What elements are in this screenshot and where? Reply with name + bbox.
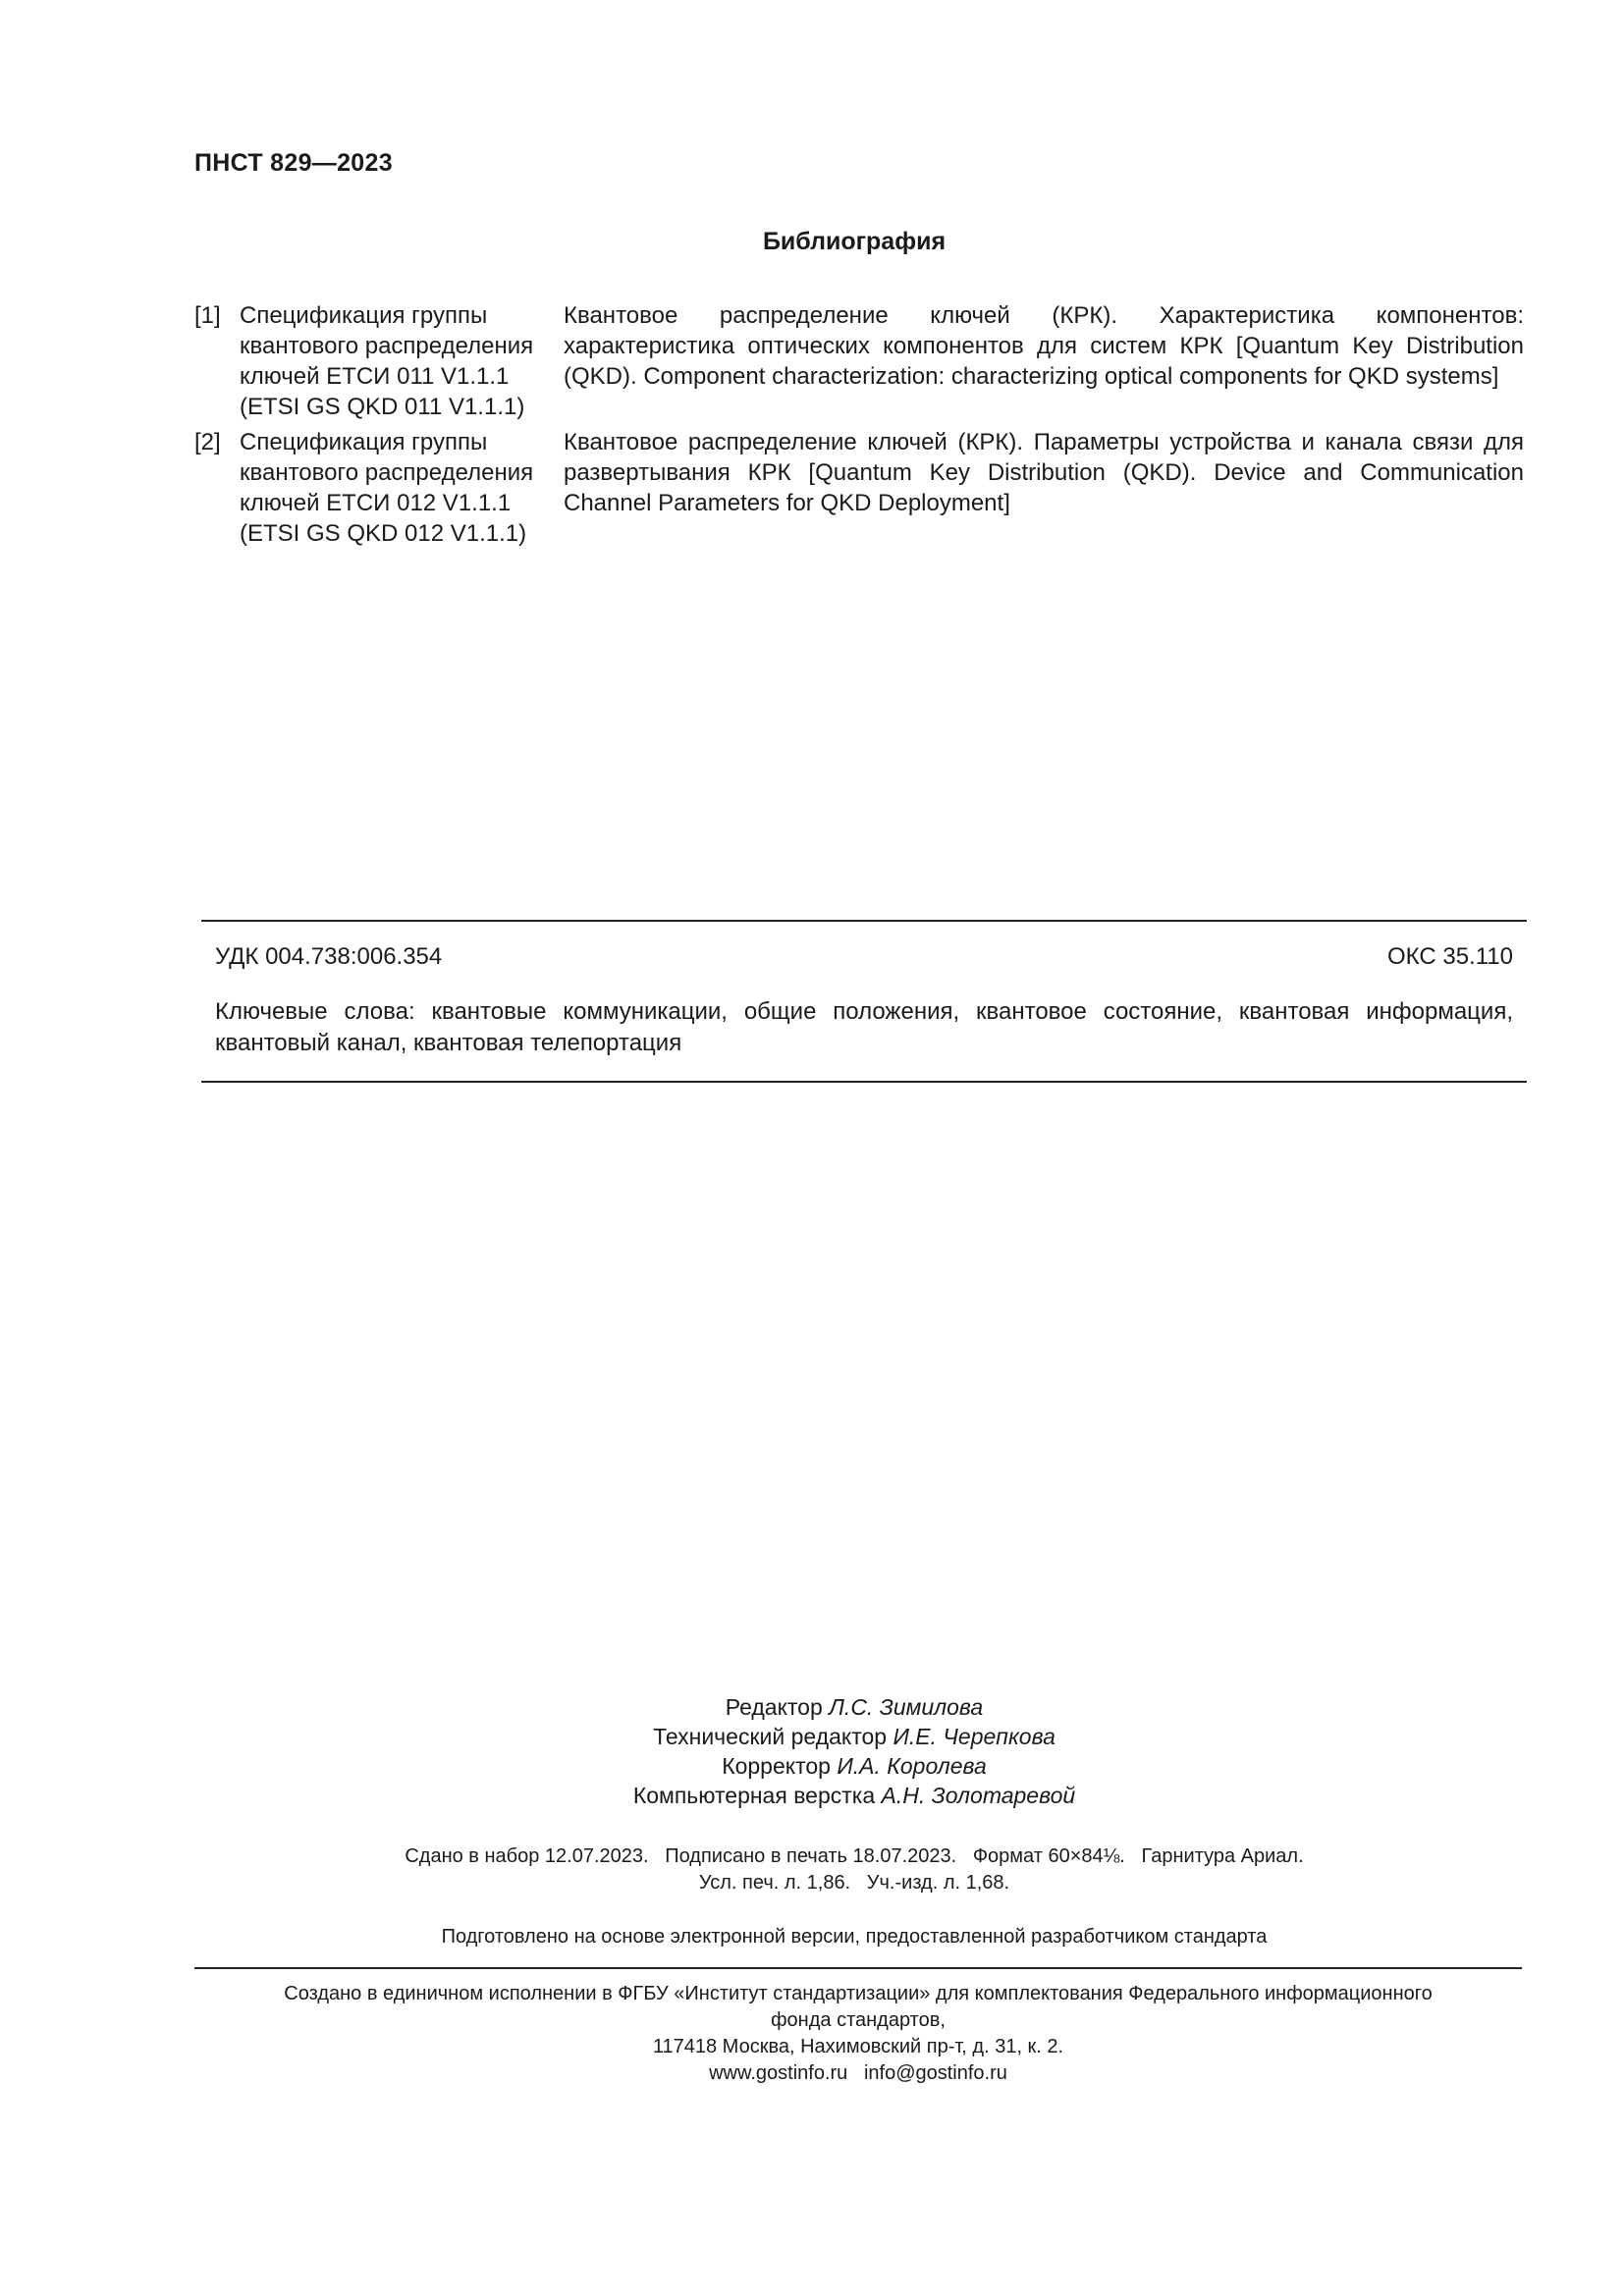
classification-block [201, 920, 1527, 1083]
print-info-line: Сдано в набор 12.07.2023. Подписано в печать 18.07.2023. Формат 60×84⅛. Гарнитура Ариал. [405, 1845, 1304, 1867]
footer-email-link[interactable]: info@gostinfo.ru [863, 2062, 1007, 2084]
oks-code: ОКС 35.110 [1386, 943, 1513, 970]
credit-corrector [0, 1751, 1624, 1781]
tech-editor-name: И.Е. Черепкова [893, 1724, 1056, 1749]
corrector-label: Корректор [722, 1753, 831, 1779]
editor-label: Редактор [725, 1694, 823, 1720]
classification-codes [215, 941, 1513, 973]
entry-number: [2] [194, 429, 221, 455]
footer-line: Создано в единичном исполнении в ФГБУ «Институт стандартизации» для комплектования Федерального информационного [284, 1983, 1433, 2004]
udk-code: УДК 004.738:006.354 [215, 943, 443, 970]
layout-label: Компьютерная верстка [632, 1783, 876, 1808]
publisher-footer [194, 1967, 1522, 2087]
document-code: ПНСТ 829—2023 [194, 149, 393, 177]
keywords: Ключевые слова: квантовые коммуникации, общие положения, квантовое состояние, квантовая информация, квантовый канал, квантовая телепортация [215, 998, 1513, 1056]
entry-description: Квантовое распределение ключей (КРК). Параметры устройства и канала связи для развертывания КРК [Quantum Key Distribution (QKD). Device and Communication Channel Parameters for QKD Deployment] [564, 429, 1524, 516]
bibliography-title: Библиография [762, 228, 947, 255]
credits [0, 1692, 1624, 1810]
layout-name: А.Н. Золотаревой [881, 1783, 1076, 1808]
credit-layout [0, 1781, 1624, 1810]
footer-website-link[interactable]: www.gostinfo.ru [709, 2062, 848, 2084]
entry-source: Спецификация группы квантового распределения ключей ЕТСИ 011 V1.1.1 (ETSI GS QKD 011 V1.1.1) [240, 302, 534, 420]
footer-contacts [194, 2060, 1522, 2087]
prepared-note: Подготовлено на основе электронной версии, предоставленной разработчиком стандарта [441, 1926, 1268, 1948]
credit-editor [0, 1692, 1624, 1722]
editor-name: Л.С. Зимилова [829, 1694, 984, 1720]
entry-description: Квантовое распределение ключей (КРК). Характеристика компонентов: характеристика оптических компонентов для систем КРК [Quantum Key Distribution (QKD). Component characterization: characterizing optical components for QKD systems] [564, 302, 1524, 390]
footer-line: фонда стандартов, [771, 2009, 946, 2031]
corrector-name: И.А. Королева [837, 1753, 987, 1779]
entry-source: Спецификация группы квантового распределения ключей ЕТСИ 012 V1.1.1 (ETSI GS QKD 012 V1.1.1) [240, 429, 534, 547]
entry-number: [1] [194, 302, 221, 329]
bibliography-entry [194, 427, 1524, 549]
bibliography-entry [194, 300, 1524, 422]
print-info [0, 1843, 1624, 1896]
bibliography-list [194, 300, 1524, 554]
print-info-line: Усл. печ. л. 1,86. Уч.-изд. л. 1,68. [698, 1872, 1010, 1894]
tech-editor-label: Технический редактор [653, 1724, 888, 1749]
footer-address: 117418 Москва, Нахимовский пр-т, д. 31, к. 2. [652, 2036, 1064, 2057]
credit-tech-editor [0, 1722, 1624, 1751]
